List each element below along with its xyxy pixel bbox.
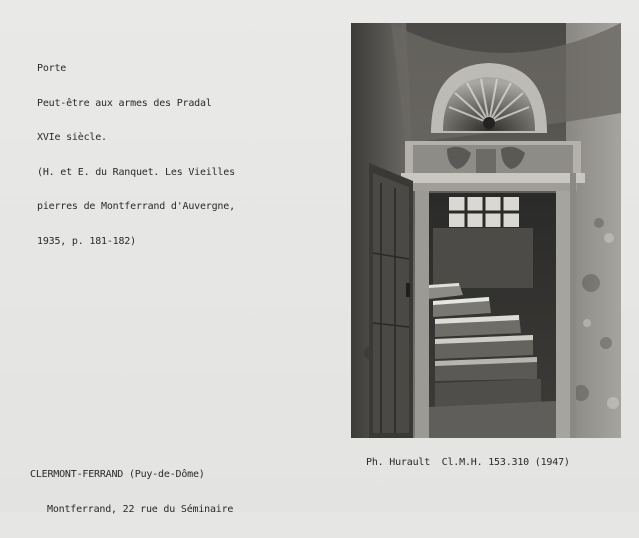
location-block — [30, 446, 233, 538]
caption-line: pierres de Montferrand d'Auvergne, — [37, 201, 235, 212]
caption-line: XVIe siècle. — [37, 132, 107, 143]
caption-line: (H. et E. du Ranquet. Les Vieilles — [37, 166, 235, 178]
location-city: CLERMONT-FERRAND (Puy-de-Dôme) — [30, 469, 205, 480]
photo-caption — [37, 40, 235, 270]
photo-credit: Ph. Hurault Cl.M.H. 153.310 (1947) — [366, 457, 570, 468]
caption-line: 1935, p. 181-182) — [37, 235, 136, 247]
location-address: Montferrand, 22 rue du Séminaire — [47, 503, 234, 515]
caption-line: Peut-être aux armes des Pradal — [37, 97, 212, 109]
photograph-doorway-staircase — [351, 23, 621, 438]
caption-line: Porte — [37, 63, 67, 74]
